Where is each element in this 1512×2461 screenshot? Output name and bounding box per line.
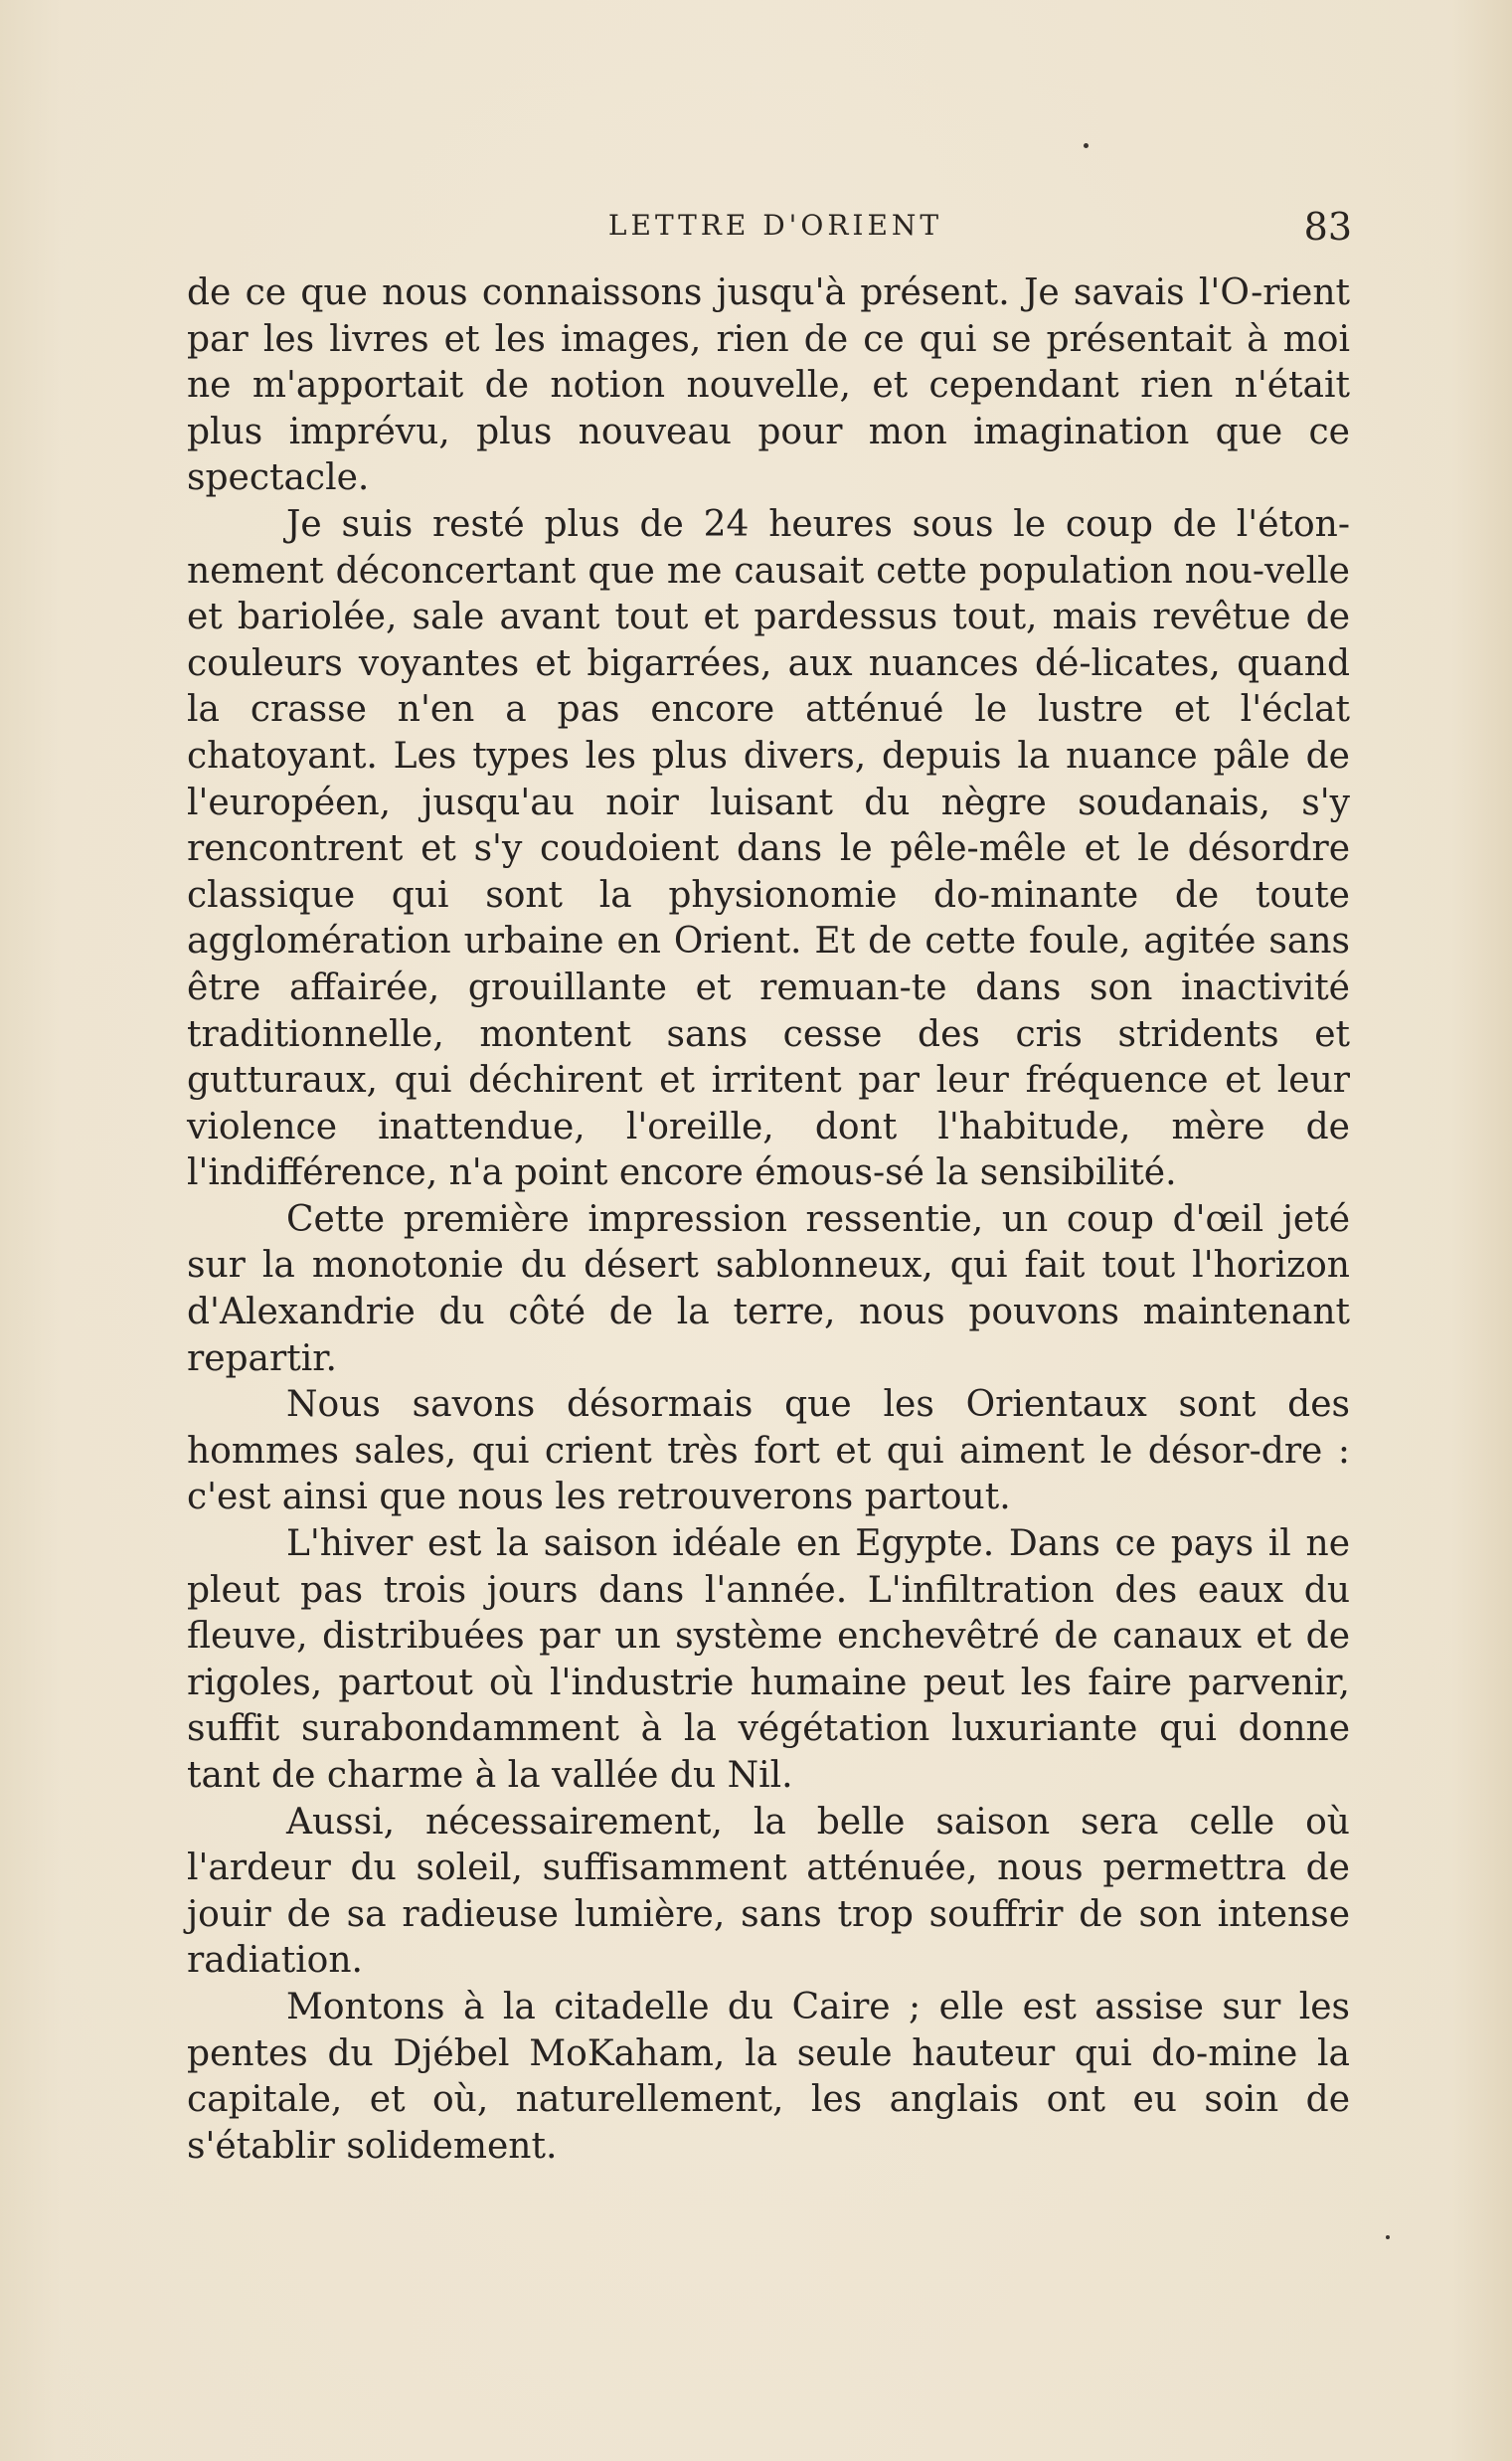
page-number: 83 — [1303, 205, 1352, 249]
paragraph: Aussi, nécessairement, la belle saison sera celle où l'ardeur du soleil, suffisamment atténuée, nous permettra de jouir de sa radieuse lumière, sans trop souffrir de son intense radiation. — [187, 1801, 1350, 1982]
page-header — [189, 199, 1362, 259]
running-title: LETTRE D'ORIENT — [607, 209, 943, 242]
paragraph: Cette première impression ressentie, un coup d'œil jeté sur la monotonie du désert sablonneux, qui fait tout l'horizon d'Alexandrie du côté de la terre, nous pouvons maintenant repartir. — [187, 1198, 1350, 1379]
ink-speck — [1386, 2235, 1390, 2239]
paragraph: Nous savons désormais que les Orientaux sont des hommes sales, qui crient très fort et qui aiment le désor-dre : c'est ainsi que nous les retrouverons partout. — [187, 1384, 1350, 1518]
paragraph: Montons à la citadelle du Caire ; elle est assise sur les pentes du Djébel MoKaham, la seule hauteur qui do-mine la capitale, et où, naturellement, les anglais ont eu soin de s'établir solidement. — [187, 1986, 1350, 2167]
paragraph: Je suis resté plus de 24 heures sous le coup de l'éton-nement déconcertant que me causait cette population nou-velle et bariolée, sale avant tout et pardessus tout, mais revêtue de couleurs voyantes et bigarrées, aux nuances dé-licates, quand la crasse n'en a pas encore atténué le lustre et l'éclat chatoyant. Les types les plus divers, depuis la nuance pâle de l'européen, jusqu'au noir luisant du nègre soudanais, s'y rencontrent et s'y coudoient dans le pêle-mêle et le désordre classique qui sont la physionomie do-minante de toute agglomération urbaine en Orient. Et de cette foule, agitée sans être affairée, grouillante et remuan-te dans son inactivité traditionnelle, montent sans cesse des cris stridents et gutturaux, qui déchirent et irritent par leur fréquence et leur violence inattendue, l'oreille, dont l'habitude, mère de l'indifférence, n'a point encore émous-sé la sensibilité. — [187, 503, 1350, 1194]
body-text — [187, 270, 1350, 2170]
paragraph: L'hiver est la saison idéale en Egypte. Dans ce pays il ne pleut pas trois jours dans l'année. L'infiltration des eaux du fleuve, distribuées par un système enchevêtré de canaux et de rigoles, partout où l'industrie humaine peut les faire parvenir, suffit surabondamment à la végétation luxuriante qui donne tant de charme à la vallée du Nil. — [187, 1523, 1350, 1796]
ink-speck — [1084, 143, 1089, 148]
paragraph: de ce que nous connaissons jusqu'à présent. Je savais l'O-rient par les livres et les images, rien de ce qui se présentait à moi ne m'apportait de notion nouvelle, et cependant rien n'était plus imprévu, plus nouveau pour mon imagination que ce spectacle. — [187, 272, 1350, 499]
